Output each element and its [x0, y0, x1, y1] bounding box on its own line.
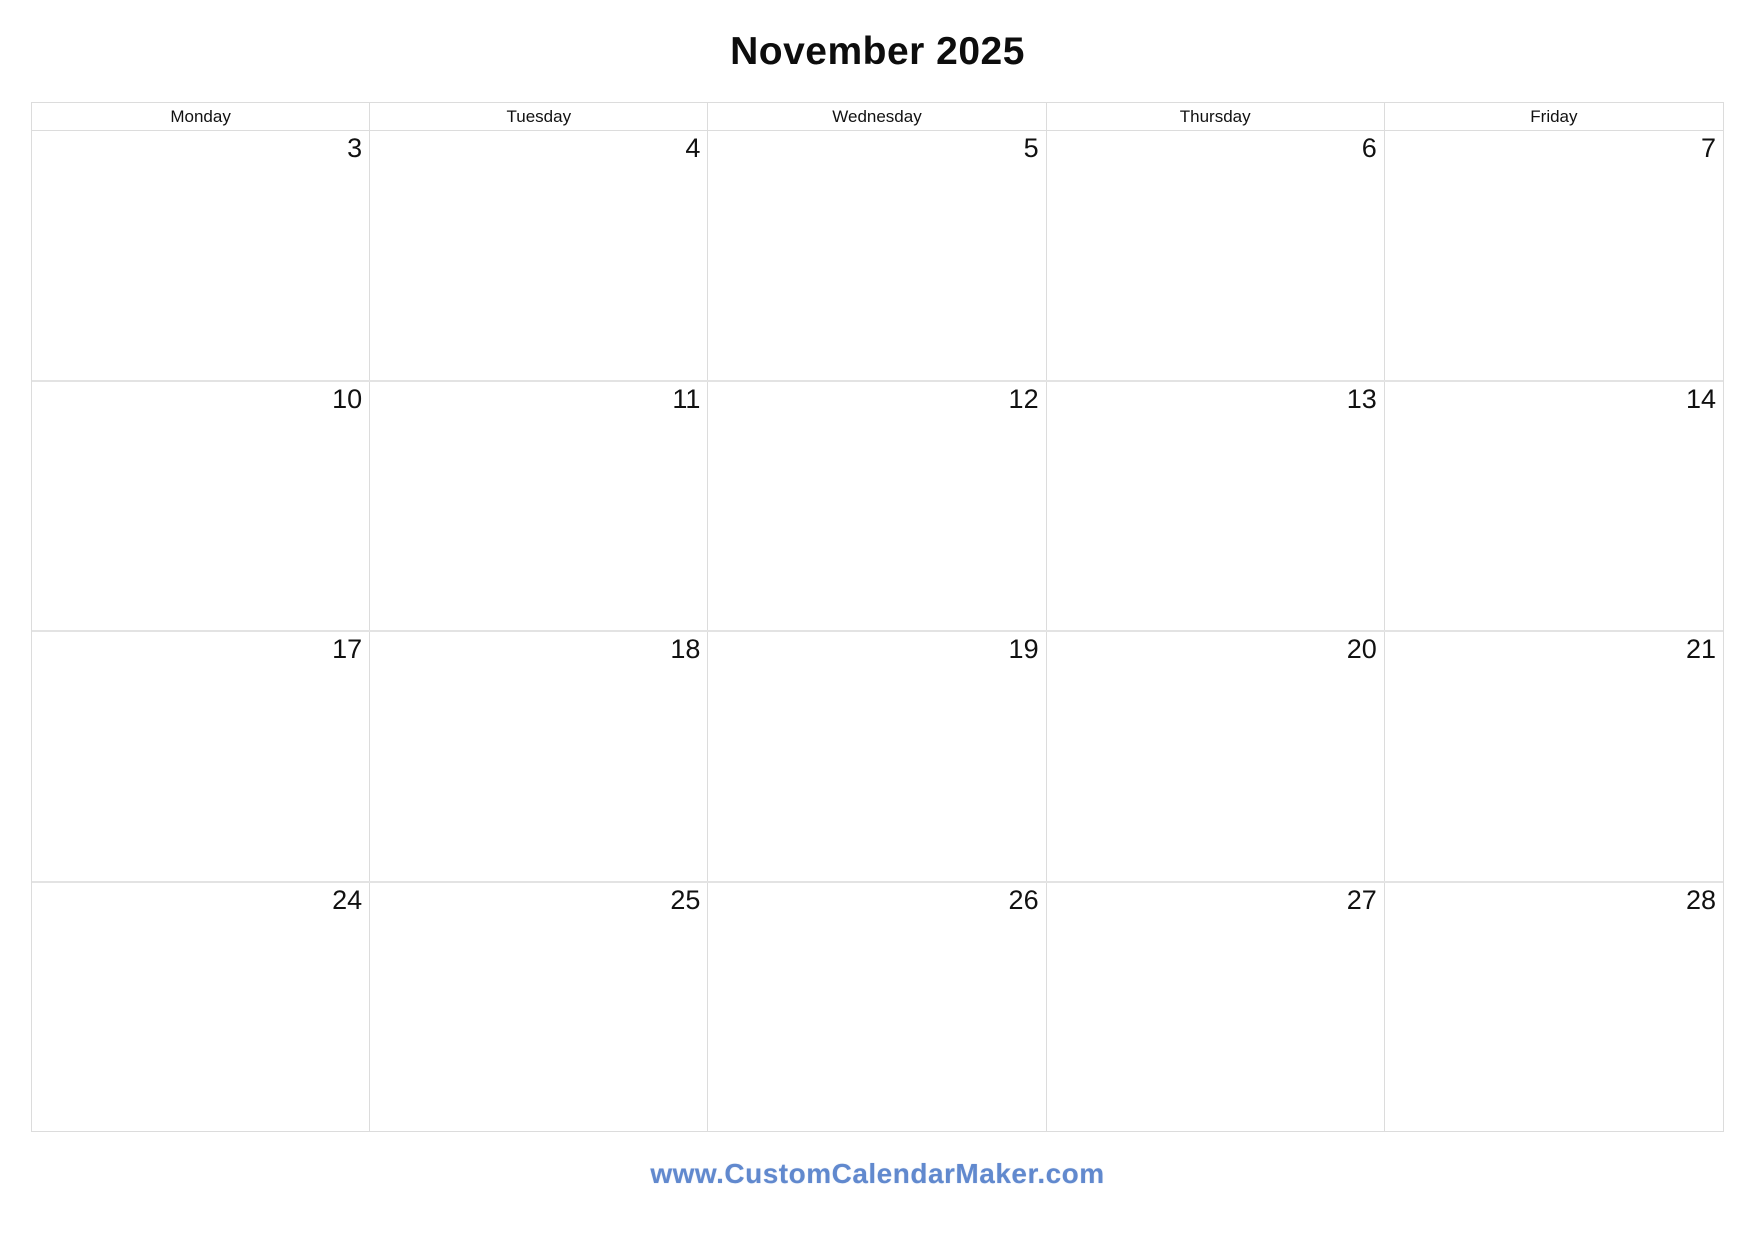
day-cell [32, 131, 370, 380]
weekday-header-row [32, 103, 1723, 131]
day-cell [370, 131, 708, 380]
day-number: 21 [1685, 634, 1716, 664]
day-number: 14 [1685, 383, 1716, 414]
day-number: 26 [1008, 884, 1039, 915]
day-cell [1047, 632, 1385, 881]
week-row [32, 630, 1723, 881]
day-cell [370, 883, 708, 1132]
day-number: 13 [1346, 383, 1377, 414]
day-cell [32, 883, 370, 1132]
day-cell [32, 632, 370, 881]
day-number: 10 [332, 383, 363, 414]
day-cell [370, 632, 708, 881]
day-number: 20 [1346, 634, 1377, 664]
day-cell [1385, 632, 1723, 881]
day-number: 28 [1685, 884, 1716, 915]
footer-link[interactable]: www.CustomCalendarMaker.com [650, 1158, 1105, 1189]
day-number: 12 [1008, 383, 1039, 414]
day-cell [1047, 883, 1385, 1132]
calendar-grid [31, 102, 1724, 1132]
day-cell [32, 382, 370, 631]
day-cell [708, 632, 1046, 881]
weekday-header-thursday: Thursday [1047, 103, 1385, 130]
day-number: 6 [1361, 133, 1377, 163]
day-number: 27 [1346, 884, 1377, 915]
day-number: 11 [672, 383, 701, 414]
day-cell [1047, 382, 1385, 631]
page-title: November 2025 [730, 30, 1025, 73]
day-cell [708, 131, 1046, 380]
day-cell [1047, 131, 1385, 380]
day-number: 19 [1008, 634, 1039, 664]
day-number: 3 [347, 133, 363, 163]
week-row [32, 881, 1723, 1132]
weekday-header-monday: Monday [32, 103, 370, 130]
day-number: 4 [685, 133, 701, 163]
day-cell [1385, 382, 1723, 631]
day-cell [1385, 131, 1723, 380]
day-cell [370, 382, 708, 631]
day-cell [708, 382, 1046, 631]
day-number: 18 [670, 634, 701, 664]
day-number: 25 [670, 884, 701, 915]
week-row [32, 131, 1723, 380]
week-row [32, 380, 1723, 631]
day-cell [1385, 883, 1723, 1132]
weekday-header-friday: Friday [1530, 106, 1578, 126]
day-number: 7 [1700, 133, 1716, 163]
day-number: 5 [1023, 133, 1039, 163]
day-number: 24 [332, 884, 363, 915]
day-number: 17 [332, 634, 363, 664]
day-cell [708, 883, 1046, 1132]
footer [0, 1158, 1755, 1190]
weekday-header-wednesday: Wednesday [708, 103, 1046, 130]
weekday-header-tuesday: Tuesday [370, 103, 708, 130]
